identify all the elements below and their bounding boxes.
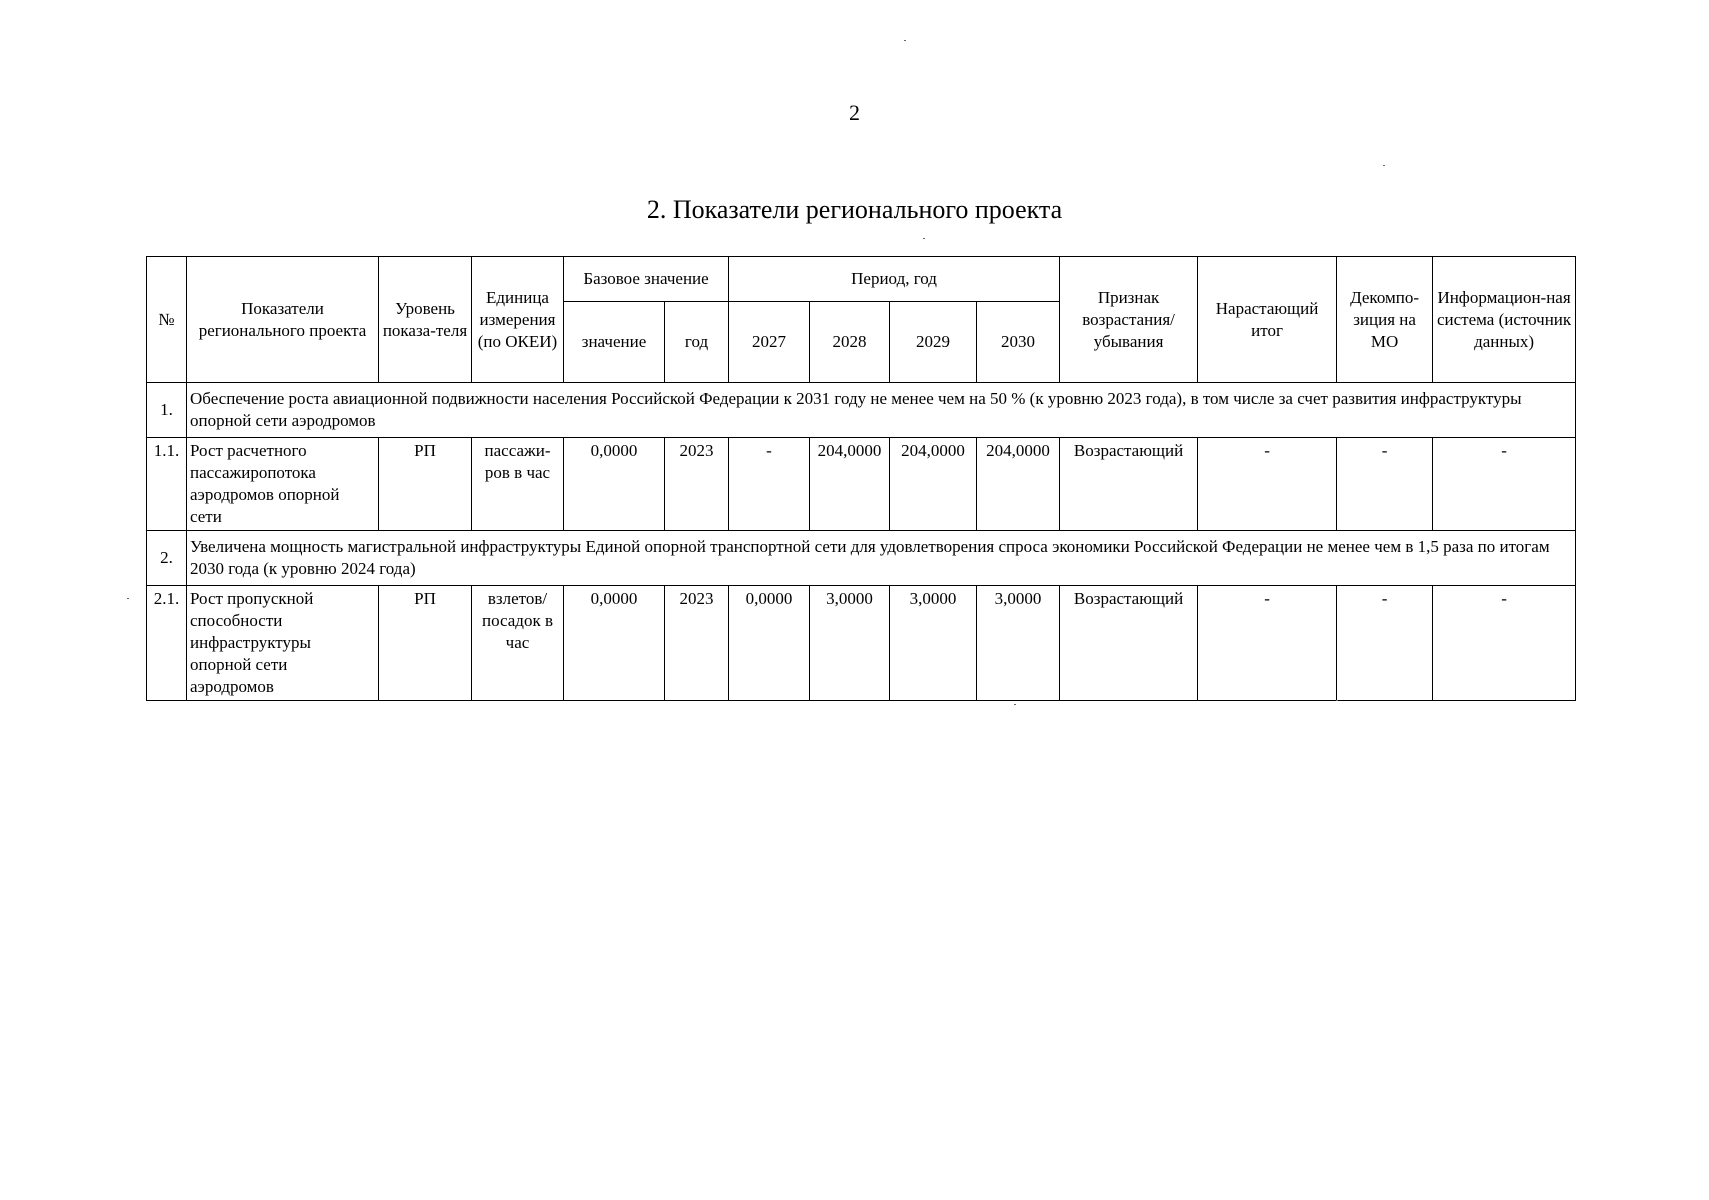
header-indicator: Показатели регионального проекта xyxy=(187,257,379,383)
header-level: Уровень показа-теля xyxy=(379,257,472,383)
row-unit: взлетов/ посадок в час xyxy=(472,586,564,701)
row-year-2029: 204,0000 xyxy=(890,438,977,531)
row-level: РП xyxy=(379,438,472,531)
header-year-2027: 2027 xyxy=(729,302,810,383)
header-row xyxy=(147,257,1576,302)
header-decomposition: Декомпо-зиция на МО xyxy=(1337,257,1433,383)
row-unit: пассажи-ров в час xyxy=(472,438,564,531)
header-base-group: Базовое значение xyxy=(564,257,729,302)
header-base-value: значение xyxy=(564,302,665,383)
row-decomposition: - xyxy=(1337,586,1433,701)
row-level: РП xyxy=(379,586,472,701)
scan-speck xyxy=(127,598,129,599)
row-base-value: 0,0000 xyxy=(564,438,665,531)
row-year-2029: 3,0000 xyxy=(890,586,977,701)
header-unit: Единица измерения (по ОКЕИ) xyxy=(472,257,564,383)
row-year-2030: 204,0000 xyxy=(977,438,1060,531)
goal-row xyxy=(147,383,1576,438)
row-info-system: - xyxy=(1433,586,1576,701)
table-row xyxy=(147,586,1576,701)
row-trend: Возрастающий xyxy=(1060,438,1198,531)
header-info-system: Информацион-ная система (источник данных) xyxy=(1433,257,1576,383)
goal-text: Обеспечение роста авиационной подвижности населения Российской Федерации к 2031 году не менее чем на 50 % (к уровню 2023 года), в том числе за счет развития инфраструктуры опорной сети аэродромов xyxy=(187,383,1576,438)
row-indicator: Рост расчетного пассажиропотока аэродромов опорной сети xyxy=(187,438,379,531)
row-base-year: 2023 xyxy=(665,586,729,701)
row-base-year: 2023 xyxy=(665,438,729,531)
header-trend: Признак возрастания/ убывания xyxy=(1060,257,1198,383)
section-title: 2. Показатели регионального проекта xyxy=(646,195,1063,224)
scan-speck xyxy=(1014,704,1016,705)
row-cumulative: - xyxy=(1198,586,1337,701)
header-year-2028: 2028 xyxy=(810,302,890,383)
row-decomposition: - xyxy=(1337,438,1433,531)
row-year-2027: 0,0000 xyxy=(729,586,810,701)
row-info-system: - xyxy=(1433,438,1576,531)
header-cumulative: Нарастающий итог xyxy=(1198,257,1337,383)
goal-num: 2. xyxy=(147,531,187,586)
row-num: 2.1. xyxy=(147,586,187,701)
row-cumulative: - xyxy=(1198,438,1337,531)
goal-num: 1. xyxy=(147,383,187,438)
scan-speck xyxy=(1383,165,1385,166)
row-year-2028: 3,0000 xyxy=(810,586,890,701)
table-row xyxy=(147,438,1576,531)
row-year-2027: - xyxy=(729,438,810,531)
goal-text: Увеличена мощность магистральной инфраструктуры Единой опорной транспортной сети для удовлетворения спроса экономики Российской Федерации не менее чем в 1,5 раза по итогам 2030 года (к уровню 2024 года) xyxy=(187,531,1576,586)
row-trend: Возрастающий xyxy=(1060,586,1198,701)
row-year-2028: 204,0000 xyxy=(810,438,890,531)
row-year-2030: 3,0000 xyxy=(977,586,1060,701)
indicators-table xyxy=(146,256,1576,701)
row-num: 1.1. xyxy=(147,438,187,531)
header-period-group: Период, год xyxy=(729,257,1060,302)
scan-speck xyxy=(923,238,925,239)
page-number: 2 xyxy=(849,100,860,125)
scan-speck xyxy=(904,40,906,41)
row-base-value: 0,0000 xyxy=(564,586,665,701)
scan-speck xyxy=(1336,700,1338,701)
header-num: № xyxy=(147,257,187,383)
header-year-2029: 2029 xyxy=(890,302,977,383)
goal-row xyxy=(147,531,1576,586)
row-indicator: Рост пропускной способности инфраструктуры опорной сети аэродромов xyxy=(187,586,379,701)
header-base-year: год xyxy=(665,302,729,383)
header-year-2030: 2030 xyxy=(977,302,1060,383)
